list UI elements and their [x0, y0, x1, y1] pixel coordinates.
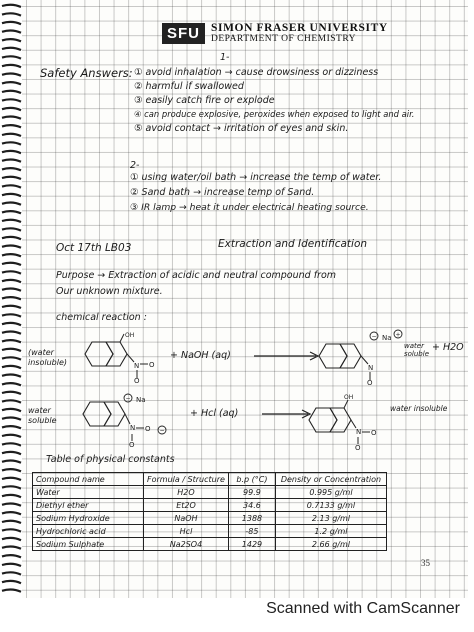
svg-text:N: N	[134, 362, 140, 370]
spiral-coil	[2, 5, 21, 7]
heating-item: ③ IR lamp → heat it under electrical heating source.	[130, 202, 369, 213]
table-cell: NaOH	[144, 512, 229, 525]
reaction-arrow	[260, 408, 314, 420]
q2-marker: 2-	[130, 160, 140, 171]
product-acid-structure	[308, 392, 394, 452]
spiral-coil	[2, 160, 21, 162]
spiral-coil	[2, 74, 21, 76]
notebook-page	[22, 0, 468, 598]
spiral-coil	[2, 56, 21, 58]
spiral-coil	[2, 486, 21, 488]
spiral-coil	[2, 177, 21, 179]
rxn1-water: + H2O	[432, 342, 464, 353]
svg-text:Na: Na	[136, 396, 146, 404]
spiral-coil	[2, 504, 21, 506]
spiral-coil	[2, 581, 21, 583]
spiral-coil	[2, 297, 21, 299]
table-row	[33, 499, 387, 512]
spiral-coil	[2, 478, 21, 480]
spiral-coil	[2, 31, 21, 33]
svg-text:O: O	[134, 377, 140, 384]
table-cell: Sodium Hydroxide	[33, 512, 144, 525]
spiral-coil	[2, 426, 21, 428]
spiral-coil	[2, 521, 21, 523]
spiral-coil	[2, 220, 21, 222]
table-cell: Sodium Sulphate	[33, 538, 144, 551]
lab-date: Oct 17th LB03	[56, 242, 132, 254]
column-header: Density or Concentration	[275, 473, 386, 486]
spiral-coil	[2, 314, 21, 316]
reaction-arrow	[252, 350, 322, 362]
spiral-coil	[2, 237, 21, 239]
spiral-coil	[2, 125, 21, 127]
sfu-logo: SFU	[162, 23, 205, 44]
spiral-coil	[2, 246, 21, 248]
spiral-coil	[2, 99, 21, 101]
spiral-coil	[2, 332, 21, 334]
spiral-coil	[2, 443, 21, 445]
table-cell: 2.66 g/ml	[275, 538, 386, 551]
reactant-structure	[74, 332, 160, 384]
spiral-coil	[2, 117, 21, 119]
reactant-salt-structure	[72, 392, 172, 448]
table-row	[33, 512, 387, 525]
spiral-coil	[2, 289, 21, 291]
svg-text:N: N	[130, 424, 136, 432]
svg-text:Na: Na	[382, 334, 392, 342]
spiral-coil	[2, 495, 21, 497]
spiral-coil	[2, 392, 21, 394]
scanner-footer	[0, 600, 474, 618]
spiral-coil	[2, 185, 21, 187]
lab-title: Extraction and Identification	[218, 238, 368, 250]
table-cell: -85	[228, 525, 275, 538]
table-cell: Diethyl ether	[33, 499, 144, 512]
spiral-coil	[2, 461, 21, 463]
table-cell: Hcl	[144, 525, 229, 538]
table-row	[33, 538, 387, 551]
physical-constants-table	[32, 472, 387, 551]
spiral-coil	[2, 194, 21, 196]
rxn2-reagent: + Hcl (aq)	[190, 408, 239, 419]
svg-text:O: O	[355, 444, 361, 452]
rxn1-left-label: (water insoluble)	[28, 348, 67, 367]
spiral-coil	[2, 357, 21, 359]
spiral-coil	[2, 48, 21, 50]
spiral-coil	[2, 469, 21, 471]
spiral-coil	[2, 340, 21, 342]
spiral-coil	[2, 280, 21, 282]
table-cell: 0.7133 g/ml	[275, 499, 386, 512]
spiral-coil	[2, 409, 21, 411]
rxn2-product-note: water insoluble	[390, 404, 448, 413]
spiral-coil	[2, 590, 21, 592]
spiral-coil	[2, 271, 21, 273]
rxn1-reagent: + NaOH (aq)	[170, 350, 231, 361]
table-cell: 1388	[228, 512, 275, 525]
product-structure	[318, 328, 408, 386]
spiral-coil	[2, 529, 21, 531]
spiral-coil	[2, 452, 21, 454]
table-title: Table of physical constants	[46, 454, 175, 465]
spiral-coil	[2, 538, 21, 540]
svg-text:N: N	[356, 428, 362, 436]
spiral-coil	[2, 547, 21, 549]
table-cell: 2.13 g/ml	[275, 512, 386, 525]
svg-text:O: O	[145, 425, 151, 433]
column-header: Formula / Structure	[144, 473, 229, 486]
spiral-coil	[2, 82, 21, 84]
spiral-coil	[2, 254, 21, 256]
table-cell: 1429	[228, 538, 275, 551]
spiral-coil	[2, 168, 21, 170]
spiral-coil	[2, 435, 21, 437]
spiral-coil	[2, 134, 21, 136]
spiral-coil	[2, 306, 21, 308]
spiral-coil	[2, 22, 21, 24]
svg-text:−: −	[159, 427, 165, 435]
svg-text:−: −	[371, 333, 377, 341]
spiral-coil	[2, 211, 21, 213]
heating-item: ② Sand bath → increase temp of Sand.	[130, 187, 315, 198]
university-name: SIMON FRASER UNIVERSITY	[211, 22, 388, 34]
safety-item: ⑤ avoid contact → irritation of eyes and skin.	[134, 123, 349, 134]
table-row	[33, 525, 387, 538]
spiral-coil	[2, 39, 21, 41]
svg-text:O: O	[129, 441, 135, 448]
spiral-coil	[2, 263, 21, 265]
spiral-coil	[2, 555, 21, 557]
spiral-coil	[2, 375, 21, 377]
column-header: Compound name	[33, 473, 144, 486]
spiral-coil	[2, 349, 21, 351]
svg-text:N: N	[368, 364, 374, 372]
purpose-line: Purpose → Extraction of acidic and neutral compound from	[56, 270, 337, 281]
spiral-coil	[2, 142, 21, 144]
spiral-coil	[2, 572, 21, 574]
table-body	[33, 486, 387, 551]
spiral-coil	[2, 512, 21, 514]
svg-text:+: +	[395, 331, 401, 339]
table-header-row	[33, 473, 387, 486]
svg-text:−: −	[125, 395, 131, 403]
spiral-coil	[2, 383, 21, 385]
spiral-coil	[2, 65, 21, 67]
svg-text:O: O	[149, 361, 155, 369]
table-cell: H2O	[144, 486, 229, 499]
rxn1-product-note: water soluble	[404, 342, 430, 358]
safety-item: ④ can produce explosive, peroxides when exposed to light and air.	[134, 109, 415, 119]
table-cell: Et2O	[144, 499, 229, 512]
spiral-coil	[2, 323, 21, 325]
purpose-line: Our unknown mixture.	[56, 286, 163, 297]
svg-text:O: O	[371, 429, 377, 437]
spiral-coil	[2, 108, 21, 110]
column-header: b.p (°C)	[228, 473, 275, 486]
safety-item: ② harmful if swallowed	[134, 81, 244, 92]
svg-text:O: O	[367, 379, 373, 386]
spiral-coil	[2, 564, 21, 566]
spiral-coil	[2, 228, 21, 230]
page-header	[162, 22, 388, 45]
spiral-coil	[2, 203, 21, 205]
rxn2-left-label: water soluble	[28, 406, 57, 425]
spiral-coil	[2, 91, 21, 93]
table-cell: Na2SO4	[144, 538, 229, 551]
spiral-coil	[2, 151, 21, 153]
table-cell: Hydrochloric acid	[33, 525, 144, 538]
safety-item: ① avoid inhalation → cause drowsiness or dizziness	[134, 67, 379, 78]
page-number: 35	[421, 558, 430, 568]
table-cell: 34.6	[228, 499, 275, 512]
table-cell: 0.995 g/ml	[275, 486, 386, 499]
spiral-coil	[2, 418, 21, 420]
table-cell: 1.2 g/ml	[275, 525, 386, 538]
chemical-reaction-label: chemical reaction :	[56, 312, 147, 323]
spiral-coil	[2, 400, 21, 402]
scanner-watermark: Scanned with CamScanner	[266, 600, 460, 617]
q1-marker: 1-	[220, 52, 230, 63]
svg-text:OH: OH	[344, 394, 354, 401]
spiral-coil	[2, 13, 21, 15]
heating-item: ① using water/oil bath → increase the temp of water.	[130, 172, 382, 183]
spiral-coil	[2, 366, 21, 368]
safety-item: ③ easily catch fire or explode	[134, 95, 275, 106]
spiral-binding	[0, 0, 22, 600]
table-cell: Water	[33, 486, 144, 499]
table-row	[33, 486, 387, 499]
table-cell: 99.9	[228, 486, 275, 499]
department-name: DEPARTMENT OF CHEMISTRY	[211, 34, 357, 44]
safety-label: Safety Answers:	[40, 66, 133, 80]
svg-text:OH: OH	[125, 332, 135, 339]
